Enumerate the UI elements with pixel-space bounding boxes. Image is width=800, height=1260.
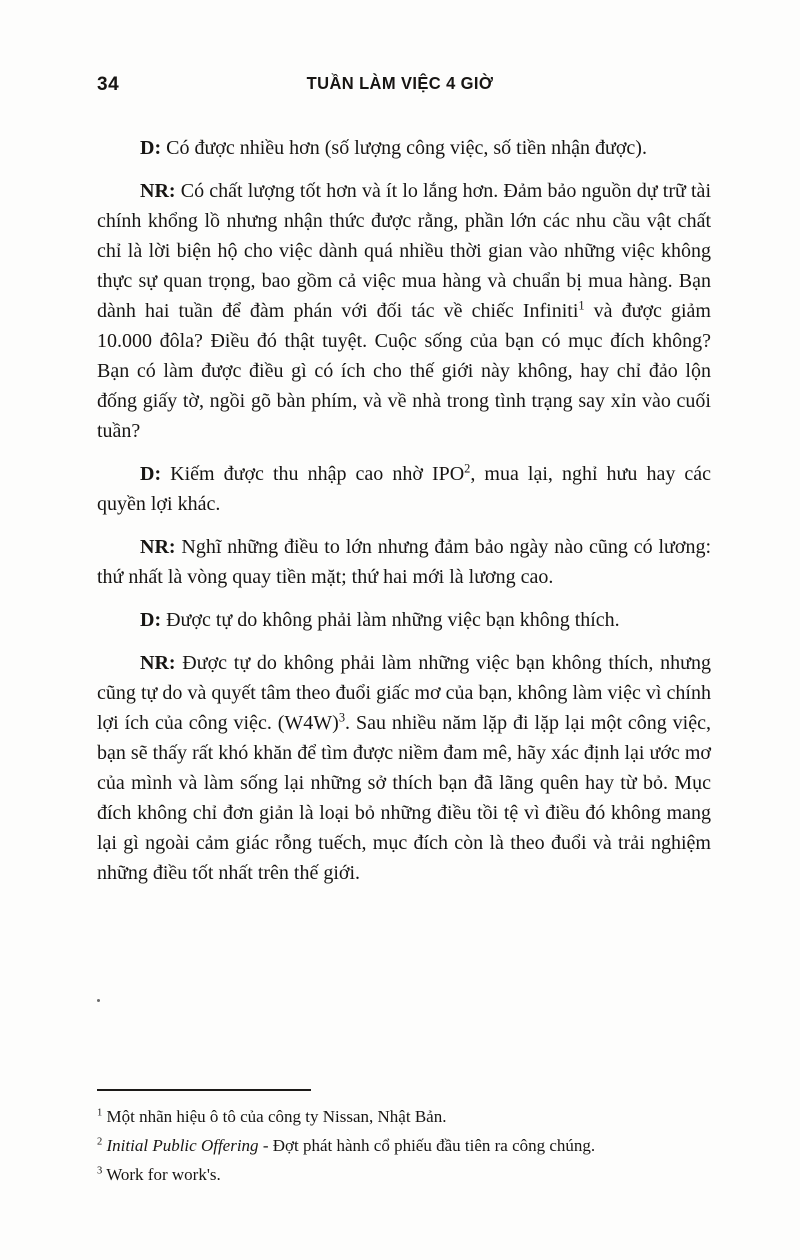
footnote [97, 1102, 711, 1131]
text-run: D: [140, 609, 162, 631]
text-run: Có chất lượng tốt hơn và ít lo lắng hơn. Đảm bảo nguồn dự trữ tài chính khổng lồ nhưng nhận thức được rằng, phần lớn các nhu cầu vật chất chỉ là lời biện hộ cho việc dành quá nhiều thời gian vào những việc không thực sự quan trọng, bao gồm cả việc mua hàng và chuẩn bị mua hàng. Bạn dành hai tuần để đàm phán với đối tác về chiếc Infiniti [97, 180, 711, 322]
footnote-marker: 1 [578, 298, 585, 313]
footnote [97, 1160, 711, 1189]
text-run: Được tự do không phải làm những việc bạn không thích. [161, 609, 620, 631]
text-run: NR: [140, 536, 176, 558]
text-run: NR: [140, 180, 176, 202]
footnote-marker: 3 [97, 1165, 103, 1177]
text-run: Work for work's. [102, 1165, 221, 1184]
footnotes [97, 1089, 711, 1189]
text-run: Nghĩ những điều to lớn nhưng đảm bảo ngày nào cũng có lương: thứ nhất là vòng quay tiền mặt; thứ hai mới là lương cao. [97, 536, 711, 588]
text-run: Initial Public Offering [106, 1136, 259, 1155]
footnote-list [97, 1102, 711, 1189]
scan-speck [97, 999, 100, 1002]
footnote [97, 1131, 711, 1160]
footnote-marker: 1 [97, 1107, 103, 1119]
paragraph [97, 176, 711, 446]
footnote-marker: 2 [97, 1136, 103, 1148]
text-run: Một nhãn hiệu ô tô của công ty Nissan, Nhật Bản. [102, 1107, 447, 1126]
text-run: và được giảm 10.000 đôla? Điều đó thật tuyệt. Cuộc sống của bạn có mục đích không? Bạn có làm được điều gì có ích cho thế giới này không, hay chỉ đảo lộn đống giấy tờ, ngồi gõ bàn phím, và về nhà trong tình trạng say xỉn vào cuối tuần? [97, 300, 711, 442]
paragraph [97, 133, 711, 163]
paragraph [97, 532, 711, 592]
text-run: Kiếm được thu nhập cao nhờ IPO [161, 463, 465, 485]
text-run: , mua lại, nghỉ hưu hay các quyền lợi khác. [97, 463, 711, 515]
running-title: TUẦN LÀM VIỆC 4 GIỜ [306, 74, 494, 94]
text-run: D: [140, 463, 162, 485]
body-text [97, 133, 711, 901]
footnote-marker: 2 [464, 461, 471, 476]
paragraph [97, 459, 711, 519]
text-run: D: [140, 137, 162, 159]
text-run: . Sau nhiều năm lặp đi lặp lại một công việc, bạn sẽ thấy rất khó khăn để tìm được niềm đam mê, hãy xác định lại ước mơ của mình và làm sống lại những sở thích bạn đã lãng quên hay từ bỏ. Mục đích không chỉ đơn giản là loại bỏ những điều tồi tệ vì điều đó không mang lại gì ngoài cảm giác rỗng tuếch, mục đích còn là theo đuổi và trải nghiệm những điều tốt nhất trên thế giới. [97, 712, 711, 884]
page-number: 34 [97, 74, 120, 95]
text-run: NR: [140, 652, 176, 674]
footnote-divider [97, 1089, 311, 1091]
running-header [0, 72, 800, 96]
text-run: Có được nhiều hơn (số lượng công việc, số tiền nhận được). [161, 137, 647, 159]
paragraph [97, 605, 711, 635]
text-run: - Đợt phát hành cổ phiếu đầu tiên ra công chúng. [258, 1136, 596, 1155]
text-run: Được tự do không phải làm những việc bạn không thích, nhưng cũng tự do và quyết tâm theo đuổi giấc mơ của bạn, không làm việc vì chính lợi ích của công việc. (W4W) [97, 652, 711, 734]
paragraph [97, 648, 711, 888]
footnote-marker: 3 [338, 710, 346, 725]
